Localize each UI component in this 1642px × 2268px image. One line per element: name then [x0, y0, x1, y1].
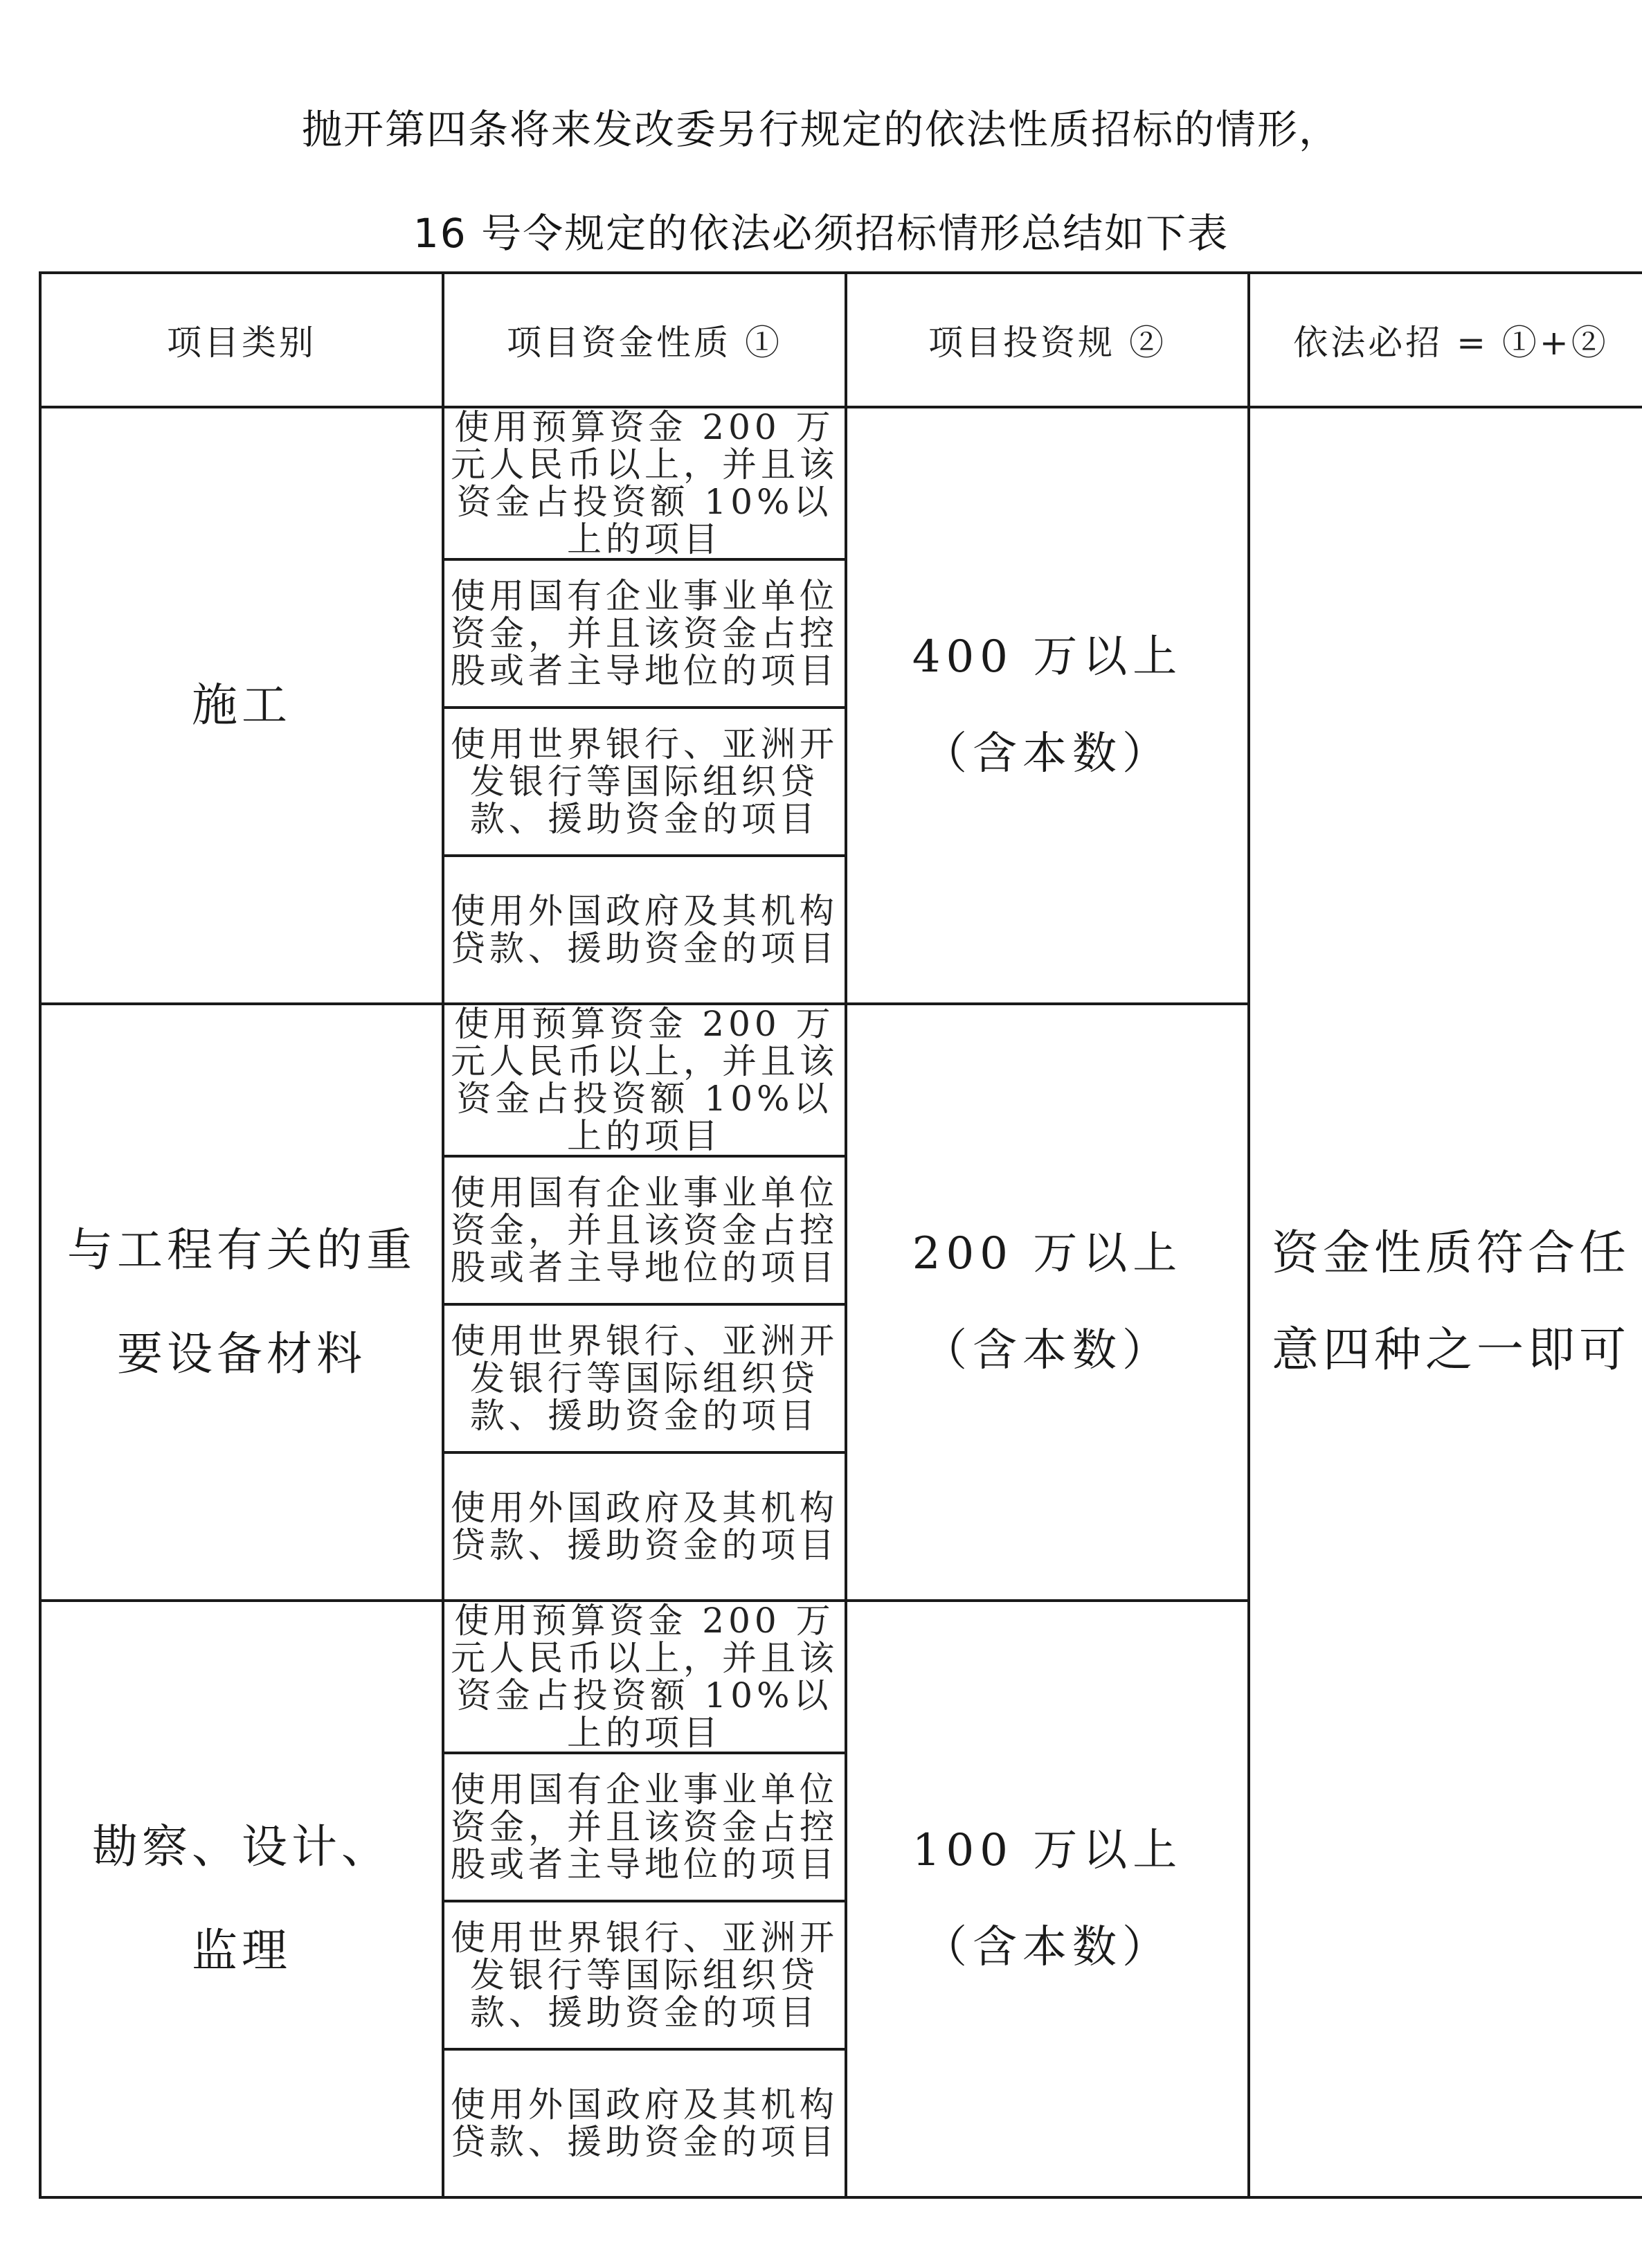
scale-note: （含本数） [923, 1922, 1172, 1973]
scale-amount: 400 万以上 [912, 631, 1183, 683]
nature-cell: 使用预算资金 200 万元人民币以上，并且该资金占投资额 10%以上的项目 [443, 1004, 846, 1156]
header-nature: 项目资金性质 ① [443, 273, 846, 407]
nature-cell: 使用国有企业事业单位资金，并且该资金占控股或者主导地位的项目 [443, 1156, 846, 1304]
rule-text-line-2: 意四种之一即可 [1271, 1323, 1630, 1378]
header-rule: 依法必招 = ①+② [1249, 273, 1642, 407]
nature-cell: 使用外国政府及其机构贷款、援助资金的项目 [443, 856, 846, 1004]
header-category: 项目类别 [40, 273, 443, 407]
table-row [40, 407, 1642, 559]
nature-cell: 使用预算资金 200 万元人民币以上，并且该资金占投资额 10%以上的项目 [443, 1601, 846, 1753]
rule-cell [1249, 407, 1642, 2197]
nature-cell: 使用国有企业事业单位资金，并且该资金占控股或者主导地位的项目 [443, 559, 846, 708]
header-scale: 项目投资规 ② [846, 273, 1249, 407]
title-line-2: 16 号令规定的依法必须招标情形总结如下表 [413, 210, 1229, 257]
header-row [40, 273, 1642, 407]
scale-cell-construction [846, 407, 1249, 1004]
category-text-line-2: 要设备材料 [117, 1327, 366, 1380]
category-cell-construction [40, 407, 443, 1004]
scale-amount: 100 万以上 [912, 1825, 1183, 1876]
nature-cell: 使用世界银行、亚洲开发银行等国际组织贷款、援助资金的项目 [443, 1304, 846, 1452]
nature-cell: 使用外国政府及其机构贷款、援助资金的项目 [443, 2049, 846, 2197]
category-text-line-1: 与工程有关的重 [67, 1223, 416, 1277]
category-cell-equipment [40, 1004, 443, 1601]
nature-cell: 使用预算资金 200 万元人民币以上，并且该资金占投资额 10%以上的项目 [443, 407, 846, 559]
scale-note: （含本数） [923, 728, 1172, 780]
nature-cell: 使用世界银行、亚洲开发银行等国际组织贷款、援助资金的项目 [443, 1901, 846, 2049]
scale-cell-survey-design [846, 1601, 1249, 2197]
scale-cell-equipment [846, 1004, 1249, 1601]
category-text-line-2: 监理 [192, 1924, 291, 1977]
scale-amount: 200 万以上 [912, 1228, 1183, 1279]
category-text-line-1: 勘察、设计、 [92, 1820, 391, 1873]
nature-cell: 使用世界银行、亚洲开发银行等国际组织贷款、援助资金的项目 [443, 708, 846, 856]
category-text: 施工 [192, 678, 291, 732]
scale-note: （含本数） [923, 1325, 1172, 1376]
tendering-rules-table [39, 271, 1642, 2199]
category-cell-survey-design [40, 1601, 443, 2197]
title-line-1: 抛开第四条将来发改委另行规定的依法性质招标的情形， [301, 106, 1340, 153]
nature-cell: 使用外国政府及其机构贷款、援助资金的项目 [443, 1452, 846, 1601]
nature-cell: 使用国有企业事业单位资金，并且该资金占控股或者主导地位的项目 [443, 1753, 846, 1901]
rule-text-line-1: 资金性质符合任 [1271, 1226, 1630, 1281]
